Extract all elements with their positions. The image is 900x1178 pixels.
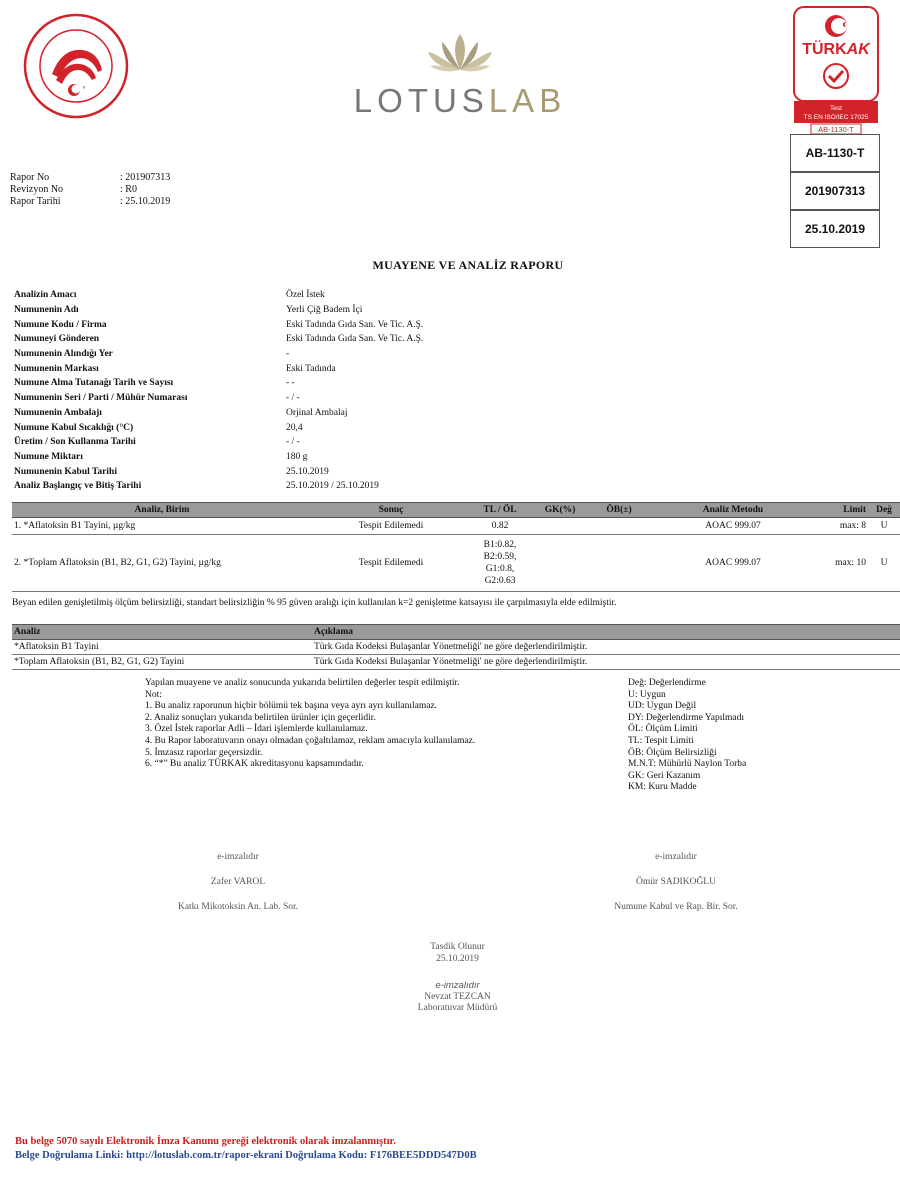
cell-uncertainty bbox=[590, 535, 648, 592]
logo-wordmark: LOTUSLAB bbox=[353, 82, 567, 119]
info-label: Numunenin Kabul Tarihi bbox=[14, 466, 117, 477]
legend-item: UD: Uygun Değil bbox=[628, 701, 697, 712]
info-value: Özel İstek bbox=[286, 290, 325, 301]
col-header: Analiz Metodu bbox=[648, 503, 818, 518]
notes-block bbox=[145, 678, 475, 771]
table-header-row bbox=[12, 625, 900, 640]
signer-name: Ömür SADIKOĞLU bbox=[636, 877, 716, 887]
info-value: 20,4 bbox=[286, 422, 303, 433]
report-title: MUAYENE VE ANALİZ RAPORU bbox=[372, 258, 564, 272]
report-date-box: 25.10.2019 bbox=[790, 210, 880, 248]
approval-label: Tasdik Olunur bbox=[430, 942, 485, 952]
cell-result: Tespit Edilemedi bbox=[312, 535, 470, 592]
approver-role: Laboratuvar Müdürü bbox=[417, 1003, 498, 1013]
cell-recovery bbox=[530, 535, 590, 592]
approver-name: Nevzat TEZCAN bbox=[424, 991, 491, 1002]
verification-link[interactable]: Belge Doğrulama Linki: http://lotuslab.com.tr/rapor-ekrani Doğrulama Kodu: F176BEE5DDD547D0B bbox=[15, 1150, 477, 1161]
legend-item: GK: Geri Kazanım bbox=[628, 770, 701, 781]
tl-line: G2:0.63 bbox=[484, 576, 516, 586]
col-header: GK(%) bbox=[530, 503, 590, 518]
note-line: Not: bbox=[145, 689, 162, 700]
col-header: Analiz bbox=[12, 625, 312, 640]
cell-method: AOAC 999.07 bbox=[648, 535, 818, 592]
legend-item: ÖB: Ölçüm Belirsizliği bbox=[628, 747, 717, 758]
sample-info bbox=[14, 288, 586, 494]
info-label: Numune Kodu / Firma bbox=[14, 319, 107, 330]
svg-text:TÜRKAK: TÜRKAK bbox=[802, 41, 870, 58]
legend-item: KM: Kuru Madde bbox=[628, 782, 697, 793]
turkak-test-label: Test bbox=[830, 105, 842, 112]
meta-label: Revizyon No bbox=[10, 184, 64, 195]
cell-method: AOAC 999.07 bbox=[648, 518, 818, 535]
approval-block bbox=[330, 942, 585, 1015]
info-label: Analiz Başlangıç ve Bitiş Tarihi bbox=[14, 481, 142, 492]
legend-item: U: Uygun bbox=[628, 689, 666, 700]
info-label: Numunenin Adı bbox=[14, 305, 79, 316]
info-value: Eski Tadında Gıda San. Ve Tic. A.Ş. bbox=[286, 334, 424, 345]
info-value: 25.10.2019 bbox=[286, 466, 329, 477]
note-line: Yapılan muayene ve analiz sonucunda yukarıda belirtilen değerler tespit edilmiştir. bbox=[145, 678, 460, 688]
report-meta bbox=[10, 172, 170, 208]
cell-analysis: 1. *Aflatoksin B1 Tayini, µg/kg bbox=[12, 518, 312, 535]
tl-line: B1:0.82, bbox=[483, 540, 517, 550]
note-line: 3. Özel İstek raporlar Adli – İdari işlemlerde kullanılamaz. bbox=[145, 724, 368, 735]
accreditation-code-box: AB-1130-T bbox=[790, 134, 880, 172]
note-line: 6. “*” Bu analiz TÜRKAK akreditasyonu kapsamındadır. bbox=[145, 759, 364, 770]
note-line: 1. Bu analiz raporunun hiçbir bölümü tek başına veya ayrı ayrı kullanılamaz. bbox=[145, 701, 438, 712]
legend-item: DY: Değerlendirme Yapılmadı bbox=[628, 712, 745, 723]
cell-limit: max: 8 bbox=[818, 518, 868, 535]
cell-limit: max: 10 bbox=[818, 535, 868, 592]
lotus-flower-icon bbox=[330, 30, 590, 90]
esign-label: e-imzalıdır bbox=[655, 852, 697, 862]
results-table bbox=[12, 502, 900, 592]
cell-evaluation: U bbox=[868, 535, 900, 592]
table-row bbox=[12, 640, 900, 655]
signature-block-1 bbox=[118, 852, 358, 927]
info-label: Numunenin Seri / Parti / Mühür Numarası bbox=[14, 393, 188, 404]
cell-limit-detection bbox=[470, 535, 530, 592]
report-number-box: 201907313 bbox=[790, 172, 880, 210]
table-row bbox=[12, 518, 900, 535]
legend-item: Değ: Değerlendirme bbox=[628, 678, 706, 688]
cell-uncertainty bbox=[590, 518, 648, 535]
info-value: 25.10.2019 / 25.10.2019 bbox=[286, 481, 379, 492]
cell-explanation: Türk Gıda Kodeksi Bulaşanlar Yönetmeliği' ne göre değerlendirilmiştir. bbox=[312, 640, 900, 655]
turkak-accreditation-block bbox=[790, 6, 880, 246]
info-value: 180 g bbox=[286, 451, 308, 462]
esign-label: e-imzalıdır bbox=[217, 852, 259, 862]
table-header-row bbox=[12, 503, 900, 518]
info-value: Eski Tadında Gıda San. Ve Tic. A.Ş. bbox=[286, 319, 424, 330]
note-line: 2. Analiz sonuçları yukarıda belirtilen ürünler için geçerlidir. bbox=[145, 712, 376, 723]
col-header: Limit bbox=[818, 503, 868, 518]
info-label: Numunenin Alındığı Yer bbox=[14, 349, 113, 360]
ministry-seal bbox=[22, 12, 130, 120]
meta-value: : 25.10.2019 bbox=[120, 196, 171, 207]
info-label: Numunenin Ambalajı bbox=[14, 407, 102, 418]
cell-explanation: Türk Gıda Kodeksi Bulaşanlar Yönetmeliği' ne göre değerlendirilmiştir. bbox=[312, 655, 900, 670]
meta-label: Rapor No bbox=[10, 172, 50, 183]
turkak-logo bbox=[793, 6, 879, 134]
col-header: Sonuç bbox=[312, 503, 470, 518]
esign-label: e-imzalıdır bbox=[435, 980, 480, 991]
cell-limit-detection: 0.82 bbox=[470, 518, 530, 535]
cell-recovery bbox=[530, 518, 590, 535]
info-label: Numune Kabul Sıcaklığı (°C) bbox=[14, 422, 134, 433]
meta-label: Rapor Tarihi bbox=[10, 196, 61, 207]
info-label: Analizin Amacı bbox=[14, 290, 77, 301]
info-label: Numunenin Markası bbox=[14, 363, 99, 374]
tl-line: B2:0.59, bbox=[483, 552, 517, 562]
col-header: ÖB(±) bbox=[590, 503, 648, 518]
note-line: 4. Bu Rapor laboratuvarın onayı olmadan çoğaltılamaz, reklam amacıyla kullanılamaz. bbox=[145, 735, 476, 746]
meta-value: : R0 bbox=[120, 184, 137, 195]
info-value: - / - bbox=[286, 393, 300, 404]
legend-item: TL: Tespit Limiti bbox=[628, 735, 694, 746]
col-header: Açıklama bbox=[312, 625, 900, 640]
tl-line: G1:0.8, bbox=[485, 564, 515, 574]
col-header: TL / ÖL bbox=[470, 503, 530, 518]
legend-item: ÖL: Ölçüm Limiti bbox=[628, 724, 698, 735]
lotuslab-logo bbox=[330, 30, 590, 120]
cell-analysis: *Aflatoksin B1 Tayini bbox=[12, 640, 312, 655]
table-row bbox=[12, 535, 900, 592]
esignature-law-notice: Bu belge 5070 sayılı Elektronik İmza Kanunu gereği elektronik olarak imzalanmıştır. bbox=[15, 1136, 396, 1147]
note-line: 5. İmzasız raporlar geçersizdir. bbox=[145, 747, 263, 758]
cell-analysis: *Toplam Aflatoksin (B1, B2, G1, G2) Tayini bbox=[12, 655, 312, 670]
info-value: - - bbox=[286, 378, 295, 389]
approval-date: 25.10.2019 bbox=[436, 953, 479, 964]
legend-item: M.N.T: Mühürlü Naylon Torba bbox=[628, 759, 747, 770]
info-value: Yerli Çiğ Badem İçi bbox=[286, 305, 363, 316]
col-header: Değ bbox=[868, 503, 900, 518]
col-header: Analiz, Birim bbox=[12, 503, 312, 518]
abbreviation-legend bbox=[628, 678, 746, 794]
info-value: - bbox=[286, 349, 290, 360]
turkak-standard-label: TS EN ISO/IEC 17025 bbox=[803, 114, 869, 121]
info-value: Eski Tadında bbox=[286, 363, 336, 374]
cell-analysis: 2. *Toplam Aflatoksin (B1, B2, G1, G2) Tayini, µg/kg bbox=[12, 535, 312, 592]
info-label: Numuneyi Gönderen bbox=[14, 334, 100, 345]
table-row bbox=[12, 655, 900, 670]
signer-role: Katkı Mikotoksin An. Lab. Sor. bbox=[177, 902, 299, 912]
uncertainty-note: Beyan edilen genişletilmiş ölçüm belirsizliği, standart belirsizliğin % 95 güven aralığı için kullanılan k=2 genişletme katsayısı ile çarpılmasıyla elde edilmiştir. bbox=[12, 598, 617, 608]
meta-value: : 201907313 bbox=[120, 172, 171, 183]
cell-result: Tespit Edilemedi bbox=[312, 518, 470, 535]
turkak-code-small: AB-1130-T bbox=[818, 125, 854, 134]
info-value: Orjinal Ambalaj bbox=[286, 407, 348, 418]
signature-block-2 bbox=[556, 852, 796, 927]
info-label: Numune Miktarı bbox=[14, 451, 83, 462]
info-value: - / - bbox=[286, 437, 300, 448]
cell-evaluation: U bbox=[868, 518, 900, 535]
signer-role: Numune Kabul ve Rap. Bir. Sor. bbox=[614, 902, 738, 912]
explanation-table bbox=[12, 624, 900, 670]
info-label: Üretim / Son Kullanma Tarihi bbox=[14, 437, 136, 448]
info-label: Numune Alma Tutanağı Tarih ve Sayısı bbox=[14, 378, 174, 389]
signer-name: Zafer VAROL bbox=[210, 877, 266, 887]
